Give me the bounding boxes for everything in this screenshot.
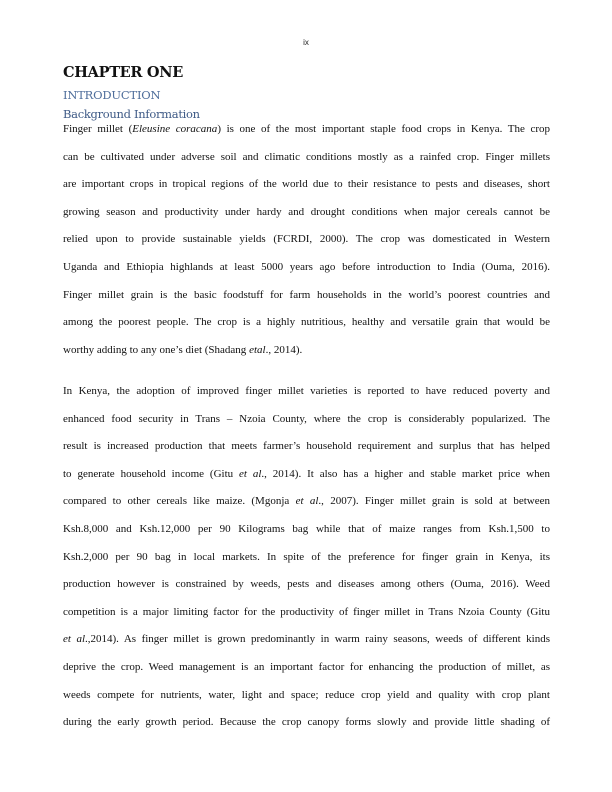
italic-text: etal [249, 343, 266, 356]
text-line [63, 488, 550, 516]
text-segment: among the poorest people. The crop is a highly nutritious, healthy and versatile grain that would be [63, 316, 550, 329]
text-line [63, 654, 550, 682]
text-segment: ) is one of the most important staple food crops in Kenya. The crop [217, 123, 550, 135]
text-segment: growing season and productivity under hardy and drought conditions when major cereals cannot be [63, 205, 550, 218]
text-segment: worthy adding to any one’s diet (Shadang [63, 343, 250, 356]
text-segment: competition is a major limiting factor for the productivity of finger millet in Trans Nzoia County (Gitu [63, 605, 550, 618]
text-line [63, 171, 550, 199]
italic-text: Eleusine coracana [132, 123, 218, 135]
text-segment: deprive the crop. Weed management is an important factor for enhancing the production of millet, as [63, 660, 550, 673]
text-segment: compared to other cereals like maize. (Mgonja [63, 495, 296, 508]
text-segment: can be cultivated under adverse soil and climatic conditions mostly as a rainfed crop. Finger millets [63, 150, 550, 163]
page-number: ix [303, 38, 309, 47]
text-segment: Finger millet ( [63, 123, 133, 135]
text-segment: Uganda and Ethiopia highlands at least 5000 years ago before introduction to India (Ouma, 2016). [63, 260, 550, 273]
text-line [63, 309, 550, 337]
text-line [63, 378, 550, 406]
text-line [63, 282, 550, 310]
subsection-heading: Background Information [63, 107, 200, 121]
text-line [63, 544, 550, 572]
text-line [63, 433, 550, 461]
text-segment: ., 2014). [265, 343, 303, 356]
text-segment: .,2014). As finger millet is grown predominantly in warm rainy seasons, weeds of different kinds [85, 633, 550, 646]
text-segment: ., 2014). It also has a higher and stable market price when [261, 467, 551, 480]
chapter-title: CHAPTER ONE [63, 64, 183, 81]
text-segment: In Kenya, the adoption of improved finger millet varieties is reported to have reduced poverty and [63, 385, 550, 397]
text-segment: weeds compete for nutrients, water, light and space; reduce crop yield and quality with crop plant [63, 688, 550, 701]
text-line [63, 516, 550, 544]
text-segment: Ksh.2,000 per 90 bag in local markets. In spite of the preference for finger grain in Kenya, its [63, 550, 550, 563]
text-segment: are important crops in tropical regions of the world due to their resistance to pests and diseases, short [63, 178, 550, 191]
section-heading: INTRODUCTION [63, 88, 161, 102]
text-line [63, 406, 550, 434]
text-segment: enhanced food security in Trans – Nzoia County, where the crop is considerably popularized. The [63, 412, 550, 425]
text-line [63, 199, 550, 227]
text-line [63, 337, 550, 365]
text-line [63, 144, 550, 172]
text-line [63, 571, 550, 599]
text-segment: to generate household income (Gitu [63, 467, 240, 480]
text-line [63, 116, 550, 144]
text-line [63, 226, 550, 254]
italic-text: et al [239, 467, 262, 480]
text-line [63, 709, 550, 737]
text-segment: Ksh.8,000 and Ksh.12,000 per 90 Kilograms bag while that of maize ranges from Ksh.1,500 to [63, 522, 550, 535]
text-segment: ., 2007). Finger millet grain is sold at between [318, 495, 551, 508]
text-segment: during the early growth period. Because the crop canopy forms slowly and provide little shading of [63, 716, 550, 729]
paragraph-2 [63, 378, 550, 737]
text-line [63, 682, 550, 710]
text-line [63, 461, 550, 489]
text-line [63, 254, 550, 282]
text-segment: result is increased production that meets farmer’s household requirement and surplus that has helped [63, 440, 550, 453]
text-segment: production however is constrained by weeds, pests and diseases among others (Ouma, 2016). Weed [63, 578, 550, 591]
text-segment: Finger millet grain is the basic foodstuff for farm households in the world’s poorest countries and [63, 288, 550, 301]
text-line [63, 626, 550, 654]
text-segment: relied upon to provide sustainable yields (FCRDI, 2000). The crop was domesticated in Western [63, 233, 550, 246]
italic-text: et al [63, 633, 86, 646]
italic-text: et al [295, 495, 319, 508]
text-line [63, 599, 550, 627]
paragraph-1 [63, 116, 550, 364]
